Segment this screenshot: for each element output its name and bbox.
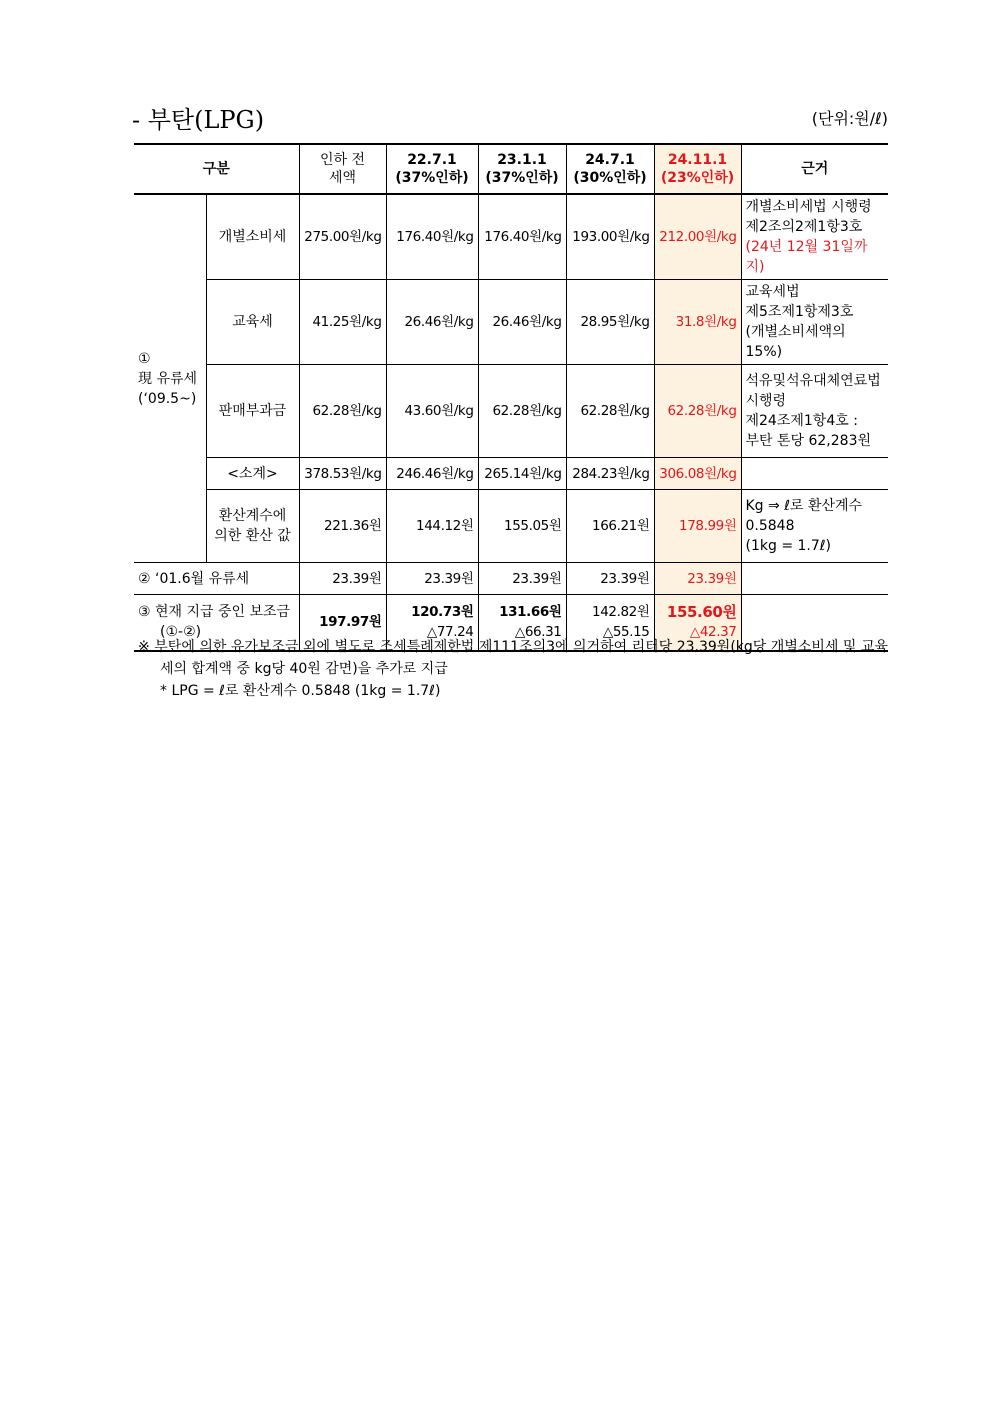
basis-cell	[741, 458, 888, 490]
cell: 193.00원/kg	[566, 194, 654, 280]
cell: 275.00원/kg	[299, 194, 386, 280]
cell: 176.40원/kg	[478, 194, 566, 280]
subtotal-row	[134, 458, 888, 490]
cell: 155.05원	[478, 490, 566, 563]
cell: 26.46원/kg	[386, 280, 478, 365]
cell: 176.40원/kg	[386, 194, 478, 280]
basis-cell: 석유및석유대체연료법 시행령 제24조제1항4호 : 부탄 톤당 62,283원	[741, 365, 888, 458]
basis-cell	[741, 563, 888, 595]
basis-cell: 교육세법 제5조제1항제3호 (개별소비세액의 15%)	[741, 280, 888, 365]
cell: 221.36원	[299, 490, 386, 563]
cell: 284.23원/kg	[566, 458, 654, 490]
cell: 142.82원 △55.15	[566, 595, 654, 651]
table-row	[134, 194, 888, 280]
lpg-tax-table	[134, 143, 888, 652]
cell: 62.28원/kg	[478, 365, 566, 458]
header-row	[134, 144, 888, 194]
note-2: * LPG = ℓ로 환산계수 0.5848 (1kg = 1.7ℓ)	[160, 683, 441, 699]
table-row	[134, 490, 888, 563]
header-col-4: 24.11.1 (23%인하)	[654, 144, 741, 194]
cell: 212.00원/kg	[654, 194, 741, 280]
row-label: ③ 현재 지급 중인 보조금 (①-②)	[134, 595, 299, 651]
cell: 131.66원 △66.31	[478, 595, 566, 651]
cell: 246.46원/kg	[386, 458, 478, 490]
cell: 120.73원 △77.24	[386, 595, 478, 651]
cell: 166.21원	[566, 490, 654, 563]
table-row	[134, 280, 888, 365]
cell: 23.39원	[386, 563, 478, 595]
header-col-3: 24.7.1 (30%인하)	[566, 144, 654, 194]
row-label: <소계>	[206, 458, 299, 490]
cell: 62.28원/kg	[299, 365, 386, 458]
cell: 31.8원/kg	[654, 280, 741, 365]
cell: 26.46원/kg	[478, 280, 566, 365]
cell: 378.53원/kg	[299, 458, 386, 490]
cell: 23.39원	[478, 563, 566, 595]
cell: 23.39원	[299, 563, 386, 595]
cell: 43.60원/kg	[386, 365, 478, 458]
cell: 197.97원	[299, 595, 386, 651]
cell: 62.28원/kg	[566, 365, 654, 458]
header-pre-cut: 인하 전 세액	[299, 144, 386, 194]
row-label: 판매부과금	[206, 365, 299, 458]
cell: 23.39원	[654, 563, 741, 595]
cell: 306.08원/kg	[654, 458, 741, 490]
basis-cell: 개별소비세법 시행령 제2조의2제1항3호 (24년 12월 31일까지)	[741, 194, 888, 280]
basis-cell: Kg ⇒ ℓ로 환산계수 0.5848 (1kg = 1.7ℓ)	[741, 490, 888, 563]
group1-label: ① 現 유류세 (‘09.5~)	[134, 194, 206, 563]
footnotes	[138, 636, 888, 702]
cell: 41.25원/kg	[299, 280, 386, 365]
note-1: ※ 부탄에 의한 유가보조금 외에 별도로 조세특례제한법 제111조의3에 의거하여 리터당 23.39원(kg당 개별소비세 및 교육세의 합계액 중 kg당 40원 감면)을 추가로 지급	[138, 639, 888, 677]
cell: 23.39원	[566, 563, 654, 595]
cell: 144.12원	[386, 490, 478, 563]
row-label: ② ‘01.6월 유류세	[134, 563, 299, 595]
cell: 28.95원/kg	[566, 280, 654, 365]
row-label: 환산계수에 의한 환산 값	[206, 490, 299, 563]
cell: 265.14원/kg	[478, 458, 566, 490]
cell: 178.99원	[654, 490, 741, 563]
cell: 62.28원/kg	[654, 365, 741, 458]
table-row	[134, 365, 888, 458]
header-col-2: 23.1.1 (37%인하)	[478, 144, 566, 194]
row-2	[134, 563, 888, 595]
row-label: 개별소비세	[206, 194, 299, 280]
cell: 155.60원 △42.37	[654, 595, 741, 651]
header-col-1: 22.7.1 (37%인하)	[386, 144, 478, 194]
header-basis: 근거	[741, 144, 888, 194]
row-label: 교육세	[206, 280, 299, 365]
unit-label: (단위:원/ℓ)	[811, 109, 888, 128]
header-category: 구분	[134, 144, 299, 194]
section-title: - 부탄(LPG)	[132, 106, 265, 134]
